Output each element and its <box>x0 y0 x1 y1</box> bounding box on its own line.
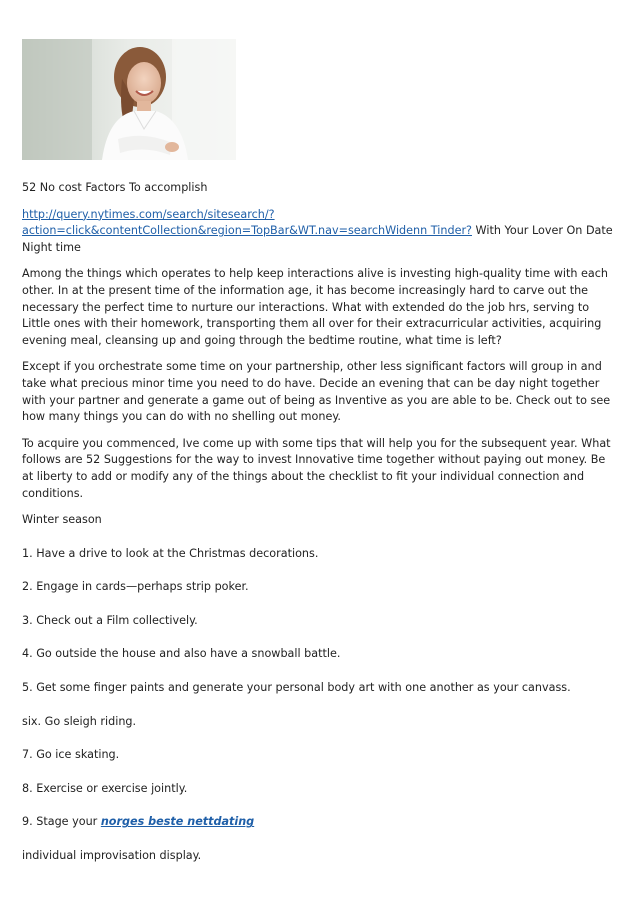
list-item-9-prefix: 9. Stage your <box>22 815 101 829</box>
paragraph-1: Among the things which operates to help keep interactions alive is investing high-quality time with each other. In at the present time of the information age, it has become increasingly hard to carve out the necessary the perfect time to nurture our interactions. What with extended do the job hrs, serving to Little ones with their homework, transporting them all over for their extracurricular activities, acquiring evening meal, cleansing up and going through the bedtime routine, what time is left? <box>22 267 608 347</box>
list-item: 5. Get some finger paints and generate your personal body art with one another as your canvass. <box>22 681 571 695</box>
article-title: 52 No cost Factors To accomplish <box>22 181 208 194</box>
list-item: 4. Go outside the house and also have a snowball battle. <box>22 647 341 661</box>
paragraph-3: To acquire you commenced, Ive come up with some tips that will help you for the subsequent year. What follows are 52 Suggestions for the way to invest Innovative time together without paying out money. Be at liberty to add or modify any of the things about the checklist to fit your individual connection and conditions. <box>22 436 611 500</box>
list-item-9 <box>22 814 620 831</box>
list-item: 8. Exercise or exercise jointly. <box>22 781 188 795</box>
link-line <box>22 207 620 257</box>
list-item: 1. Have a drive to look at the Christmas decorations. <box>22 546 319 560</box>
list-item: 2. Engage in cards—perhaps strip poker. <box>22 580 249 594</box>
list-item: 7. Go ice skating. <box>22 748 120 762</box>
paragraph-2: Except if you orchestrate some time on your partnership, other less significant factors will group in and take what precious minor time you need to do have. Decide an evening that can be day night together with your partner and generate a game out of being as Inventive as you are able to be. Check out to see how many things you can do with no shelling out money. <box>22 360 611 424</box>
woman-photo-illustration <box>22 39 236 160</box>
title-continuation: With Your Lover On Date Night time <box>22 224 613 254</box>
list-item: 3. Check out a Film collectively. <box>22 613 198 627</box>
article-title-line <box>22 180 620 197</box>
section-heading: Winter season <box>22 513 102 527</box>
list-item: six. Go sleigh riding. <box>22 714 137 728</box>
norges-dating-link[interactable]: norges beste nettdating <box>100 815 255 829</box>
hero-photo <box>22 39 236 160</box>
nytimes-search-link[interactable]: http://query.nytimes.com/search/sitesearch/?action=click&contentCollection&region=TopBar&WT.nav=searchWidenn Tinder? <box>22 207 472 238</box>
closing-line: individual improvisation display. <box>22 849 202 863</box>
article-body <box>22 180 620 882</box>
